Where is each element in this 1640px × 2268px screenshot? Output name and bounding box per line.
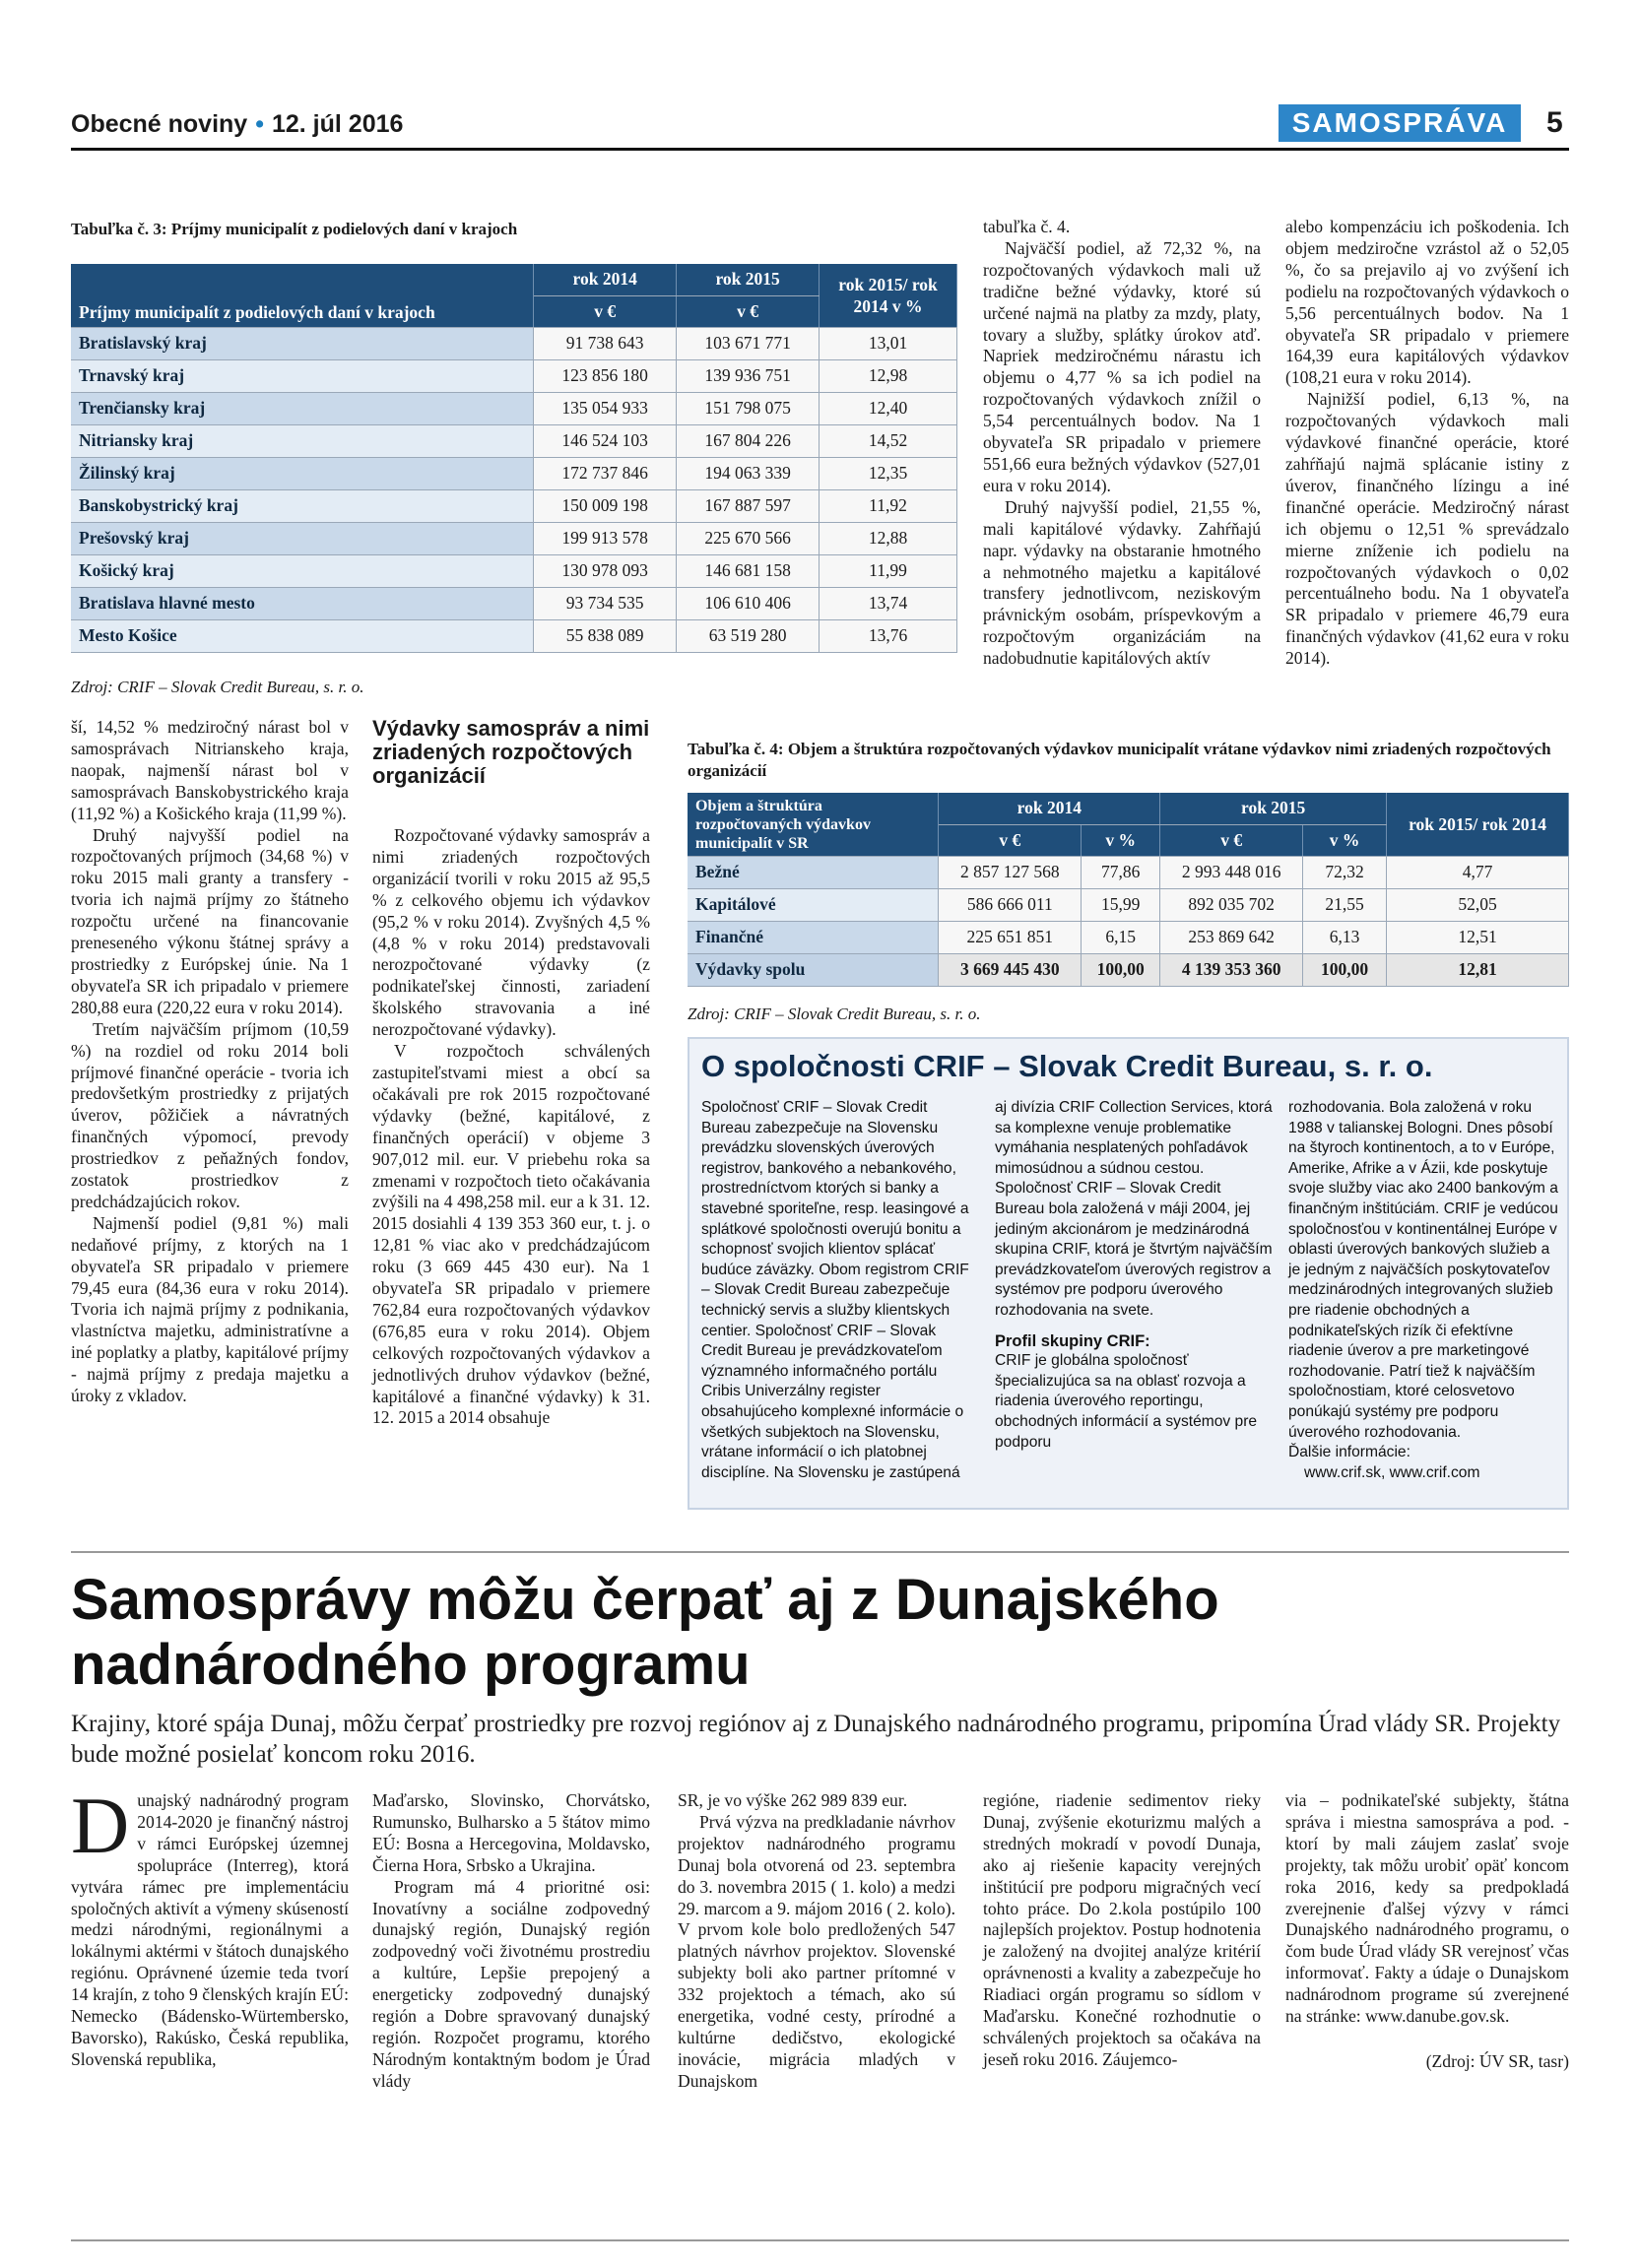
crif-more-info-label: Ďalšie informácie: [1288, 1444, 1410, 1461]
table4-unit-pct-2014: v % [1082, 824, 1160, 856]
table4-unit-pct-2015: v % [1303, 824, 1387, 856]
table3-cell-v2014: 135 054 933 [534, 392, 677, 424]
crif-paragraph: rozhodovania. Bola založená v roku 1988 v talianskej Bologni. Dnes pôsobí na štyroch kontinentoch, a to v Európe, Amerike, Afrike a v Ázii, kde poskytuje svoje služby viac ako 2400 bankovým a finančným inštitúciám. CRIF je vedúcou spoločnosťou v kontinentálnej Európe v oblasti úverových bankových služieb a je jedným z najväčších poskytovateľov medzinárodných integrovaných služieb pre riadenie obchodných a podnikateľských rizík či efektívne riadenie úverov a pre marketingové rozhodovanie. Patrí tiež k najväčším spoločnostiam, ktoré celosvetovo ponúkajú systémy pre podporu úverového rozhodovania. [1288, 1099, 1558, 1441]
table3-cell-v2014: 93 734 535 [534, 587, 677, 619]
article2-column-4 [983, 1790, 1261, 2071]
table-row [688, 888, 1569, 921]
article-separator [71, 1551, 1569, 1553]
crif-website-links[interactable]: www.crif.sk, www.crif.com [1304, 1463, 1480, 1481]
crif-paragraph: Spoločnosť CRIF – Slovak Credit Bureau bola založená v máji 2004, jej jediným akcionárom je medzinárodná skupina CRIF, ktorá je štvrtým najväčším prevádzkovateľom úverových registrov a systémov pre podporu úverového rozhodovania na svete. [995, 1180, 1273, 1319]
table3-cell-v2015: 63 519 280 [677, 619, 820, 652]
table4-source: Zdroj: CRIF – Slovak Credit Bureau, s. r. o. [688, 1004, 981, 1023]
article2-column-2 [372, 1790, 650, 2093]
article2-source: (Zdroj: ÚV SR, tasr) [1425, 2050, 1569, 2071]
issue-date: 12. júl 2016 [271, 110, 404, 138]
table3-cell-name: Banskobystrický kraj [71, 489, 534, 522]
masthead [71, 110, 403, 139]
table3-cell-v2014: 91 738 643 [534, 327, 677, 359]
table3-unit-2014: v € [534, 295, 677, 327]
paragraph: regióne, riadenie sedimentov rieky Dunaj, zvýšenie ekoturizmu malých a stredných mokradí v povodí Dunaja, ako aj riešenie kapacity verejných inštitúcií pre podporu migračných vecí tohto práce. Do 2.kola postúpilo 100 najlepších projektov. Postup hodnotenia je založený na dvojitej analýze kritérií oprávnenosti a kvality a zabezpečuje ho Riadiaci orgán programu so sídlom v Maďarsku. Konečné rozhodnutie o schválených projektoch sa očakáva na jeseň roku 2016. Záujemco- [983, 1790, 1261, 2069]
table4-cell-ratio: 4,77 [1387, 856, 1569, 888]
table3-cell-v2014: 55 838 089 [534, 619, 677, 652]
table4-cell-e2014: 2 857 127 568 [939, 856, 1082, 888]
table3-cell-v2014: 146 524 103 [534, 424, 677, 457]
table3-body [71, 327, 957, 652]
paragraph: V rozpočtoch schválených zastupiteľstvami miest a obcí sa očakávali pre rok 2015 rozpočtované výdavky (bežné, kapitálové, z finančných operácií) v objeme 3 907,012 mil. eur. V priebehu roka sa zmenami v rozpočtoch tieto očakávania zvýšili na 4 498,258 mil. eur a k 31. 12. 2015 dosiahli 4 139 353 360 eur, t. j. o 12,81 % viac ako v predchádzajúcom roku (3 669 445 430 eur). Na 1 obyvateľa SR pripadalo v priemere 762,84 eura rozpočtovaných výdavkov (676,85 eura v roku 2014). Objem celkových rozpočtovaných výdavkov a jednotlivých druhov výdavkov (bežné, kapitálové a finančné výdavky) k 31. 12. 2015 a 2014 obsahuje [372, 1041, 650, 1428]
table4-header-2014: rok 2014 [939, 793, 1160, 824]
article1-column-2 [372, 825, 650, 1429]
table3-header-2014: rok 2014 [534, 264, 677, 295]
table4-cell-e2015: 253 869 642 [1160, 921, 1303, 953]
table3-header-2015: rok 2015 [677, 264, 820, 295]
table3-cell-name: Trnavský kraj [71, 359, 534, 392]
table4-unit-eur-2014: v € [939, 824, 1082, 856]
table3-cell-v2015: 103 671 771 [677, 327, 820, 359]
table3-cell-v2015: 139 936 751 [677, 359, 820, 392]
article1-subheading: Výdavky samospráv a nimi zriadených rozpočtových organizácií [372, 716, 650, 788]
table3-cell-name: Košický kraj [71, 554, 534, 587]
table-row [71, 359, 957, 392]
drop-cap: D [71, 1781, 130, 1870]
article2-column-1 [71, 1781, 349, 2071]
table3-cell-pct: 13,76 [820, 619, 957, 652]
table4-header-label: Objem a štruktúra rozpočtovaných výdavkov municipalít v SR [688, 793, 939, 856]
crif-column-2 [995, 1098, 1273, 1453]
table4-cell-ratio: 52,05 [1387, 888, 1569, 921]
table3-cell-pct: 13,01 [820, 327, 957, 359]
paragraph: tabuľka č. 4. [983, 217, 1071, 236]
paragraph: Najmenší podiel (9,81 %) mali nedaňové príjmy, z ktorých na 1 obyvateľa SR pripadalo v priemere 79,45 eura (84,36 eura v roku 2014). Tvoria ich najmä príjmy z podnikania, vlastníctva majetku, administratívne a iné poplatky a platby, kapitálové príjmy - najmä príjmy z predaja majetku a úroky z vkladov. [71, 1212, 349, 1406]
paragraph: unajský nadnárodný program 2014-2020 je finančný nástroj v rámci Európskej územnej spolupráce (Interreg), ktorá vytvára rámec pre implementáciu spoločných aktivít a výmeny skúseností medzi národnými, regionálnymi a lokálnymi aktérmi v štátoch dunajského regiónu. Oprávnené územie teda tvorí 14 krajín, z toho 9 členských krajín EÚ: Nemecko (Bádensko-Würtembersko, Bavorsko), Rakúsko, Česká republika, Slovenská republika, [71, 1790, 349, 2069]
table-row [71, 554, 957, 587]
table4-cell-p2015: 6,13 [1303, 921, 1387, 953]
table4-cell-p2014: 6,15 [1082, 921, 1160, 953]
table3-cell-name: Žilinský kraj [71, 457, 534, 489]
table4-cell-p2015: 100,00 [1303, 953, 1387, 986]
paragraph: Maďarsko, Slovinsko, Chorvátsko, Rumunsko, Bulharsko a 5 štátov mimo EÚ: Bosna a Hercegovina, Moldavsko, Čierna Hora, Srbsko a Ukrajina. [372, 1790, 650, 1875]
table3-source: Zdroj: CRIF – Slovak Credit Bureau, s. r. o. [71, 678, 364, 696]
table3-cell-pct: 12,98 [820, 359, 957, 392]
article2-column-3 [678, 1790, 955, 2093]
paragraph: ší, 14,52 % medziročný nárast bol v samosprávach Nitrianskeho kraja, naopak, najmenší nárast bol v samosprávach Banskobystrického kraja (11,92 %) a Košického kraja (11,99 %). [71, 717, 349, 823]
table3-cell-v2014: 199 913 578 [534, 522, 677, 554]
table3-cell-v2015: 167 887 597 [677, 489, 820, 522]
crif-paragraph: CRIF je globálna spoločnosť špecializujúca sa na oblasť rozvoja a riadenia úverového reportingu, obchodných informácií a systémov pre podporu [995, 1352, 1258, 1451]
paragraph: Druhý najvyšší podiel na rozpočtovaných príjmoch (34,68 %) v roku 2015 mali granty a transfery - tvoria ich najmä príjmy zo štátneho rozpočtu určené na financovanie preneseného výkonu štátnej správy a prostriedky z Európskej únie. Na 1 obyvateľa SR ich pripadalo v priemere 280,88 eura (220,22 eura v roku 2014). [71, 824, 349, 1017]
footer-rule [71, 2239, 1569, 2241]
table4-cell-p2014: 100,00 [1082, 953, 1160, 986]
paragraph: Druhý najvyšší podiel, 21,55 %, mali kapitálové výdavky. Zahŕňajú napr. výdavky na obstaranie hmotného a nehmotného majetku a kapitálové transfery jednotlivcom, neziskovým právnickým osobám, príspevkovým a rozpočtovým organizáciám na nadobudnutie kapitálových aktív [983, 496, 1261, 669]
table4-cell-e2014: 225 651 851 [939, 921, 1082, 953]
crif-box-title: O spoločnosti CRIF – Slovak Credit Bureau, s. r. o. [701, 1049, 1433, 1083]
table4-cell-ratio: 12,51 [1387, 921, 1569, 953]
table3-cell-pct: 13,74 [820, 587, 957, 619]
table4-cell-name: Kapitálové [688, 888, 939, 921]
table3-cell-v2015: 194 063 339 [677, 457, 820, 489]
table-row [71, 587, 957, 619]
table3-cell-v2015: 106 610 406 [677, 587, 820, 619]
article1-column-4 [1285, 217, 1569, 670]
table3-cell-v2015: 146 681 158 [677, 554, 820, 587]
table4-cell-name: Výdavky spolu [688, 953, 939, 986]
table4-header-ratio: rok 2015/ rok 2014 [1387, 793, 1569, 856]
paragraph: Tretím najväčším príjmom (10,59 %) na rozdiel od roku 2014 boli príjmové finančné operácie - tvoria ich predovšetkým prostriedky z prijatých úverov, pôžičiek a návratných finančných výpomocí, prevody prostriedkov z peňažných fondov, zostatok prostriedkov z predchádzajúcich rokov. [71, 1018, 349, 1211]
table-row [71, 392, 957, 424]
table3-cell-v2014: 123 856 180 [534, 359, 677, 392]
paragraph: Najväčší podiel, až 72,32 %, na rozpočtovaných výdavkoch mali už tradične bežné výdavky, ktoré sú určené najmä na platby za mzdy, platy, tovary a služby, splátky úrokov atď. Napriek medziročnému nárastu ich objemu o 4,77 % sa ich podiel na rozpočtovaných výdavkoch znížil o 5,54 percentuálnych bodov. Na 1 obyvateľa SR pripadalo v priemere 551,66 eura bežných výdavkov (527,01 eura v roku 2014). [983, 237, 1261, 495]
crif-column-3 [1288, 1098, 1559, 1483]
table-row [71, 327, 957, 359]
table4-header-2015: rok 2015 [1160, 793, 1387, 824]
table4-cell-p2014: 77,86 [1082, 856, 1160, 888]
table3-cell-name: Nitriansky kraj [71, 424, 534, 457]
crif-paragraph: aj divízia CRIF Collection Services, ktorá sa komplexne venuje problematike vymáhania nesplatených pohľadávok mimosúdnou a súdnou cestou. [995, 1099, 1273, 1177]
table3-cell-pct: 12,88 [820, 522, 957, 554]
crif-subheading: Profil skupiny CRIF: [995, 1331, 1150, 1350]
paragraph: SR, je vo výške 262 989 839 eur. [678, 1790, 908, 1810]
table3-cell-pct: 11,99 [820, 554, 957, 587]
table3-cell-name: Prešovský kraj [71, 522, 534, 554]
table4-cell-name: Finančné [688, 921, 939, 953]
table3-cell-v2015: 225 670 566 [677, 522, 820, 554]
table4-cell-e2014: 3 669 445 430 [939, 953, 1082, 986]
table4 [688, 793, 1569, 987]
table3-cell-v2015: 167 804 226 [677, 424, 820, 457]
table-row [71, 457, 957, 489]
table4-cell-name: Bežné [688, 856, 939, 888]
article1-column-3 [983, 217, 1261, 670]
table3-cell-name: Mesto Košice [71, 619, 534, 652]
article2-headline: Samosprávy môžu čerpať aj z Dunajského nadnárodného programu [71, 1568, 1219, 1697]
paragraph: Najnižší podiel, 6,13 %, na rozpočtovaných výdavkoch mali výdavkové finančné operácie, ktoré zahŕňajú najmä splácanie istiny z úverov, finančného lízingu a iné finančné operácie. Medziročný nárast ich objemu o 12,51 % sprevádzalo mierne zníženie ich podielu na rozpočtovaných výdavkoch o 0,02 percentuálneho bodu. Na 1 obyvateľa SR pripadalo v priemere 46,79 eura finančných výdavkov (41,62 eura v roku 2014). [1285, 389, 1569, 669]
article2-column-5 [1285, 1790, 1569, 2073]
table3-cell-pct: 12,35 [820, 457, 957, 489]
table3-header-ratio: rok 2015/ rok 2014 v % [820, 264, 957, 327]
table4-cell-e2014: 586 666 011 [939, 888, 1082, 921]
table3-header-label: Príjmy municipalít z podielových daní v krajoch [71, 264, 534, 327]
table3-caption: Tabuľka č. 3: Príjmy municipalít z podielových daní v krajoch [71, 220, 518, 238]
table3-unit-2015: v € [677, 295, 820, 327]
article1-column-1 [71, 717, 349, 1407]
table-row [71, 489, 957, 522]
table-row [688, 921, 1569, 953]
table4-cell-e2015: 892 035 702 [1160, 888, 1303, 921]
table-row [71, 424, 957, 457]
table3-cell-name: Trenčiansky kraj [71, 392, 534, 424]
paragraph: via – podnikateľské subjekty, štátna správa i miestna samospráva a pod. - ktorí by mali záujem zaslať svoje projekty, tak môžu urobiť opäť koncom roka 2016, kedy sa predpokladá zverejnenie ďalšej výzvy v rámci Dunajského nadnárodného programu, o čom bude Úrad vlády SR verejnosť včas informovať. Fakty a údaje o Dunajskom nadnárodnom programe sú zverejnené na stránke: www.danube.gov.sk. [1285, 1790, 1569, 2027]
paragraph: alebo kompenzáciu ich poškodenia. Ich objem medziročne vzrástol až o 52,05 %, čo sa prejavilo aj vo zvýšení ich podielu na rozpočtovaných výdavkoch o 5,56 percentuálnych bodov. Na 1 obyvateľa SR pripadalo v priemere 164,39 eura kapitálových výdavkov (108,21 eura v roku 2014). [1285, 217, 1569, 388]
table-row [688, 856, 1569, 888]
table3-cell-v2015: 151 798 075 [677, 392, 820, 424]
paragraph: Rozpočtované výdavky samospráv a nimi zriadených rozpočtových organizácií tvorili v roku 2015 až 95,5 % z celkového objemu ich výdavkov (95,2 % v roku 2014). Zvyšných 4,5 % (4,8 % v roku 2014) predstavovali nerozpočtované výdavky (z podnikateľskej činnosti, zariadení školského stravovania a iné nerozpočtované výdavky). [372, 825, 650, 1040]
page-number: 5 [1546, 106, 1563, 139]
table4-body [688, 856, 1569, 986]
table3-cell-name: Bratislavský kraj [71, 327, 534, 359]
table4-unit-eur-2015: v € [1160, 824, 1303, 856]
table3-cell-pct: 12,40 [820, 392, 957, 424]
table4-cell-ratio: 12,81 [1387, 953, 1569, 986]
table4-cell-e2015: 2 993 448 016 [1160, 856, 1303, 888]
table3-cell-pct: 14,52 [820, 424, 957, 457]
article2-lead: Krajiny, ktoré spája Dunaj, môžu čerpať prostriedky pre rozvoj regiónov aj z Dunajského nadnárodného programu, pripomína Úrad vlády SR. Projekty bude možné posielať koncom roku 2016. [71, 1711, 1561, 1768]
publication-name: Obecné noviny [71, 110, 248, 138]
table4-cell-p2015: 21,55 [1303, 888, 1387, 921]
table4-cell-p2015: 72,32 [1303, 856, 1387, 888]
paragraph: Program má 4 prioritné osi: Inovatívny a sociálne zodpovedný dunajský región, Dunajský región zodpovedný voči životnému prostrediu a kultúre, Lepšie prepojený a energeticky zodpovedný dunajský región a Dobre spravovaný dunajský región. Rozpočet programu, ktorého Národným kontaktným bodom je Úrad vlády [372, 1876, 650, 2091]
table-row [71, 522, 957, 554]
table4-cell-p2014: 15,99 [1082, 888, 1160, 921]
table3-cell-v2014: 150 009 198 [534, 489, 677, 522]
table3 [71, 264, 957, 653]
separator-dot: • [255, 110, 264, 138]
table-row [71, 619, 957, 652]
table3-cell-v2014: 130 978 093 [534, 554, 677, 587]
table4-cell-e2015: 4 139 353 360 [1160, 953, 1303, 986]
crif-column-1: Spoločnosť CRIF – Slovak Credit Bureau zabezpečuje na Slovensku prevádzku slovenských úverových registrov, bankového a nebankového, prostredníctvom ktorých si banky a stavebné sporiteľne, resp. leasingové a splátkové spoločnosti overujú bonitu a schopnosť svojich klientov splácať budúce záväzky. Obom registrom CRIF – Slovak Credit Bureau zabezpečuje technický servis a služby klientskych centier. Spoločnosť CRIF – Slovak Credit Bureau je prevádzkovateľom významného informačného portálu Cribis Univerzálny register obsahujúceho komplexné informácie o všetkých subjektoch na Slovensku, vrátane informácií o ich platobnej disciplíne. Na Slovensku je zastúpená [701, 1099, 969, 1481]
section-label: SAMOSPRÁVA [1279, 104, 1521, 142]
table3-cell-pct: 11,92 [820, 489, 957, 522]
table4-caption: Tabuľka č. 4: Objem a štruktúra rozpočtovaných výdavkov municipalít vrátane výdavkov nimi zriadených rozpočtových organizácií [688, 740, 1551, 780]
header-rule [71, 148, 1569, 151]
table3-cell-name: Bratislava hlavné mesto [71, 587, 534, 619]
table3-cell-v2014: 172 737 846 [534, 457, 677, 489]
paragraph: Prvá výzva na predkladanie návrhov projektov nadnárodného programu Dunaj bola otvorená od 23. septembra do 3. novembra 2015 ( 1. kolo) a medzi 29. marcom a 9. májom 2016 ( 2. kolo). V prvom kole bolo predložených 547 platných návrhov projektov. Slovenské subjekty boli ako partner prítomné v 332 projektoch a témach, ako sú energetika, vodné cesty, prírodné a kultúrne dedičstvo, ekologické inovácie, migrácia mladých v Dunajskom [678, 1811, 955, 2091]
table-row [688, 953, 1569, 986]
